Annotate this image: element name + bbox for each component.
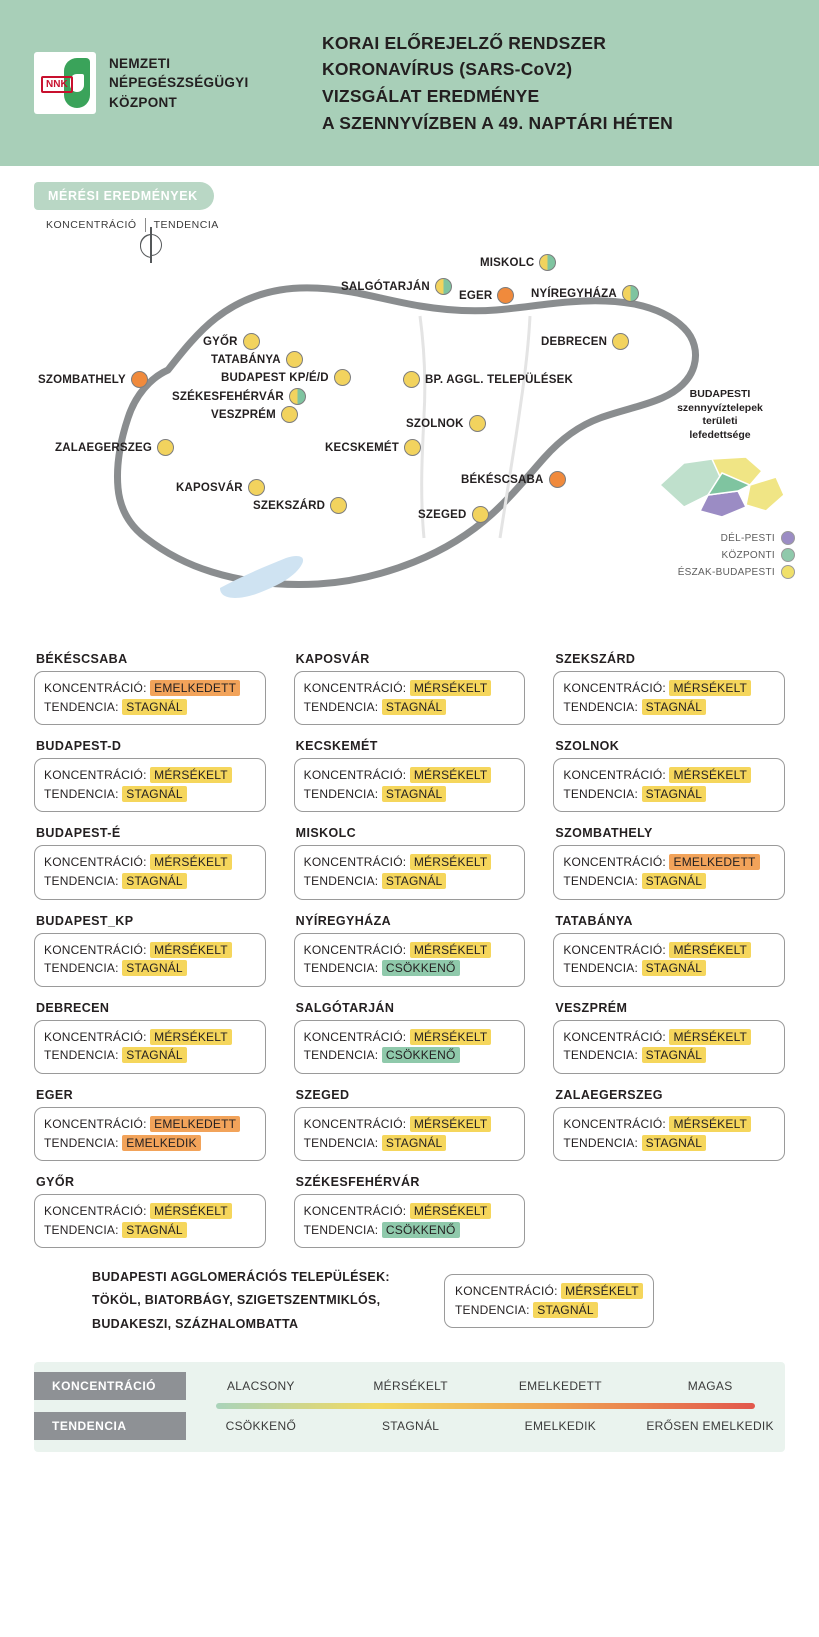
city-result-card-title: DEBRECEN — [36, 1000, 110, 1015]
card-concentration-line — [304, 1115, 516, 1134]
scale-tendency-item-0: CSÖKKENŐ — [225, 1418, 297, 1433]
card-tendency-value: EMELKEDIK — [122, 1135, 201, 1151]
card-tendency-value: STAGNÁL — [642, 786, 707, 802]
card-tendency-value: STAGNÁL — [382, 873, 447, 889]
card-concentration-line — [563, 766, 775, 785]
card-tendency-line — [304, 1046, 516, 1065]
card-tendency-value: CSÖKKENŐ — [382, 1047, 460, 1063]
legend-concentration-label: KONCENTRÁCIÓ — [46, 219, 137, 231]
card-concentration-line — [304, 941, 516, 960]
card-tendency-value: STAGNÁL — [382, 699, 447, 715]
city-result-card-title: SZOLNOK — [555, 739, 620, 754]
card-tendency-label: TENDENCIA: — [303, 1135, 379, 1150]
agglomeration-line3: BUDAKESZI, SZÁZHALOMBATTA — [92, 1316, 299, 1331]
city-result-card-title: SALGÓTARJÁN — [295, 1000, 395, 1015]
card-concentration-label: KONCENTRÁCIÓ: — [44, 681, 147, 695]
card-concentration-label: KONCENTRÁCIÓ: — [44, 855, 147, 870]
card-tendency-line — [44, 785, 256, 804]
map-city-bekescsaba-label: BÉKÉSCSABA — [461, 473, 544, 486]
scale-concentration-label: KONCENTRÁCIÓ — [34, 1372, 186, 1400]
map-city-miskolc-label: MISKOLC — [480, 256, 535, 269]
card-tendency-line — [563, 785, 775, 804]
scale-concentration-items — [186, 1379, 785, 1393]
agglomeration-tendency-value: STAGNÁL — [533, 1302, 598, 1318]
map-city-kecskemet[interactable] — [325, 439, 421, 456]
map-city-szolnok-dot — [469, 415, 486, 432]
agglomeration-tendency-label: TENDENCIA: — [455, 1302, 530, 1317]
card-concentration-label: KONCENTRÁCIÓ: — [303, 1029, 407, 1044]
budapest-coverage-legend-items — [645, 531, 795, 579]
card-concentration-label: KONCENTRÁCIÓ: — [303, 1204, 407, 1219]
agglomeration-line2: TÖKÖL, BIATORBÁGY, SZIGETSZENTMIKLÓS, — [92, 1293, 381, 1308]
card-tendency-line — [304, 1134, 516, 1153]
city-result-card — [553, 733, 785, 812]
card-concentration-value: MÉRSÉKELT — [150, 1203, 232, 1219]
card-concentration-value: EMELKEDETT — [669, 854, 759, 870]
city-result-card-title: KECSKEMÉT — [295, 739, 378, 754]
map-city-szeged-label: SZEGED — [418, 508, 467, 521]
agglomeration-concentration-value: MÉRSÉKELT — [561, 1283, 643, 1299]
city-result-card-box — [34, 1020, 266, 1074]
map-city-bp-agglomeration-dot — [403, 371, 420, 388]
card-tendency-value: STAGNÁL — [382, 1135, 447, 1151]
card-tendency-value: STAGNÁL — [642, 699, 707, 715]
card-concentration-value: MÉRSÉKELT — [410, 767, 492, 783]
card-tendency-label: TENDENCIA: — [44, 961, 119, 976]
card-tendency-value: STAGNÁL — [642, 873, 707, 889]
card-tendency-value: STAGNÁL — [122, 960, 187, 976]
page-title-line1: KORAI ELŐREJELZŐ RENDSZER — [322, 32, 607, 53]
map-city-szombathely-dot — [131, 371, 148, 388]
card-concentration-line — [304, 766, 516, 785]
scale-concentration-item-3: MAGAS — [687, 1378, 733, 1393]
card-tendency-line — [304, 785, 516, 804]
organization-logo-block — [34, 52, 304, 114]
card-tendency-label: TENDENCIA: — [563, 786, 639, 801]
city-result-card — [294, 646, 526, 725]
map-city-salgotarjan[interactable] — [341, 278, 452, 295]
map-city-debrecen-dot — [612, 333, 629, 350]
map-section — [0, 166, 819, 636]
city-result-card-box — [553, 1107, 785, 1161]
city-result-card — [294, 733, 526, 812]
card-tendency-label: TENDENCIA: — [303, 961, 379, 976]
budapest-legend-item-delpesti — [645, 531, 795, 545]
card-concentration-line — [304, 1202, 516, 1221]
card-tendency-value: STAGNÁL — [642, 1135, 707, 1151]
card-concentration-label: KONCENTRÁCIÓ: — [303, 1116, 407, 1131]
scale-tendency-item-1: STAGNÁL — [382, 1418, 440, 1433]
card-tendency-value: STAGNÁL — [122, 786, 187, 802]
map-city-veszprem-dot — [281, 406, 298, 423]
city-result-card-title: SZEKSZÁRD — [555, 652, 636, 666]
map-city-veszprem[interactable] — [211, 406, 298, 423]
map-city-nyiregyhaza[interactable] — [531, 285, 639, 302]
card-concentration-label: KONCENTRÁCIÓ: — [303, 942, 407, 957]
page-title-line4: A SZENNYVÍZBEN A 49. NAPTÁRI HÉTEN — [322, 112, 674, 133]
card-tendency-value: CSÖKKENŐ — [382, 960, 460, 976]
scale-concentration-item-1: MÉRSÉKELT — [373, 1378, 448, 1393]
city-result-card-title: KAPOSVÁR — [295, 652, 370, 666]
budapest-legend-item-kozponti-label: KÖZPONTI — [721, 549, 775, 561]
scale-concentration-item-2: EMELKEDETT — [518, 1378, 602, 1393]
city-result-card-title: SZÉKESFEHÉRVÁR — [295, 1175, 420, 1190]
organization-name — [109, 54, 249, 111]
card-concentration-value: MÉRSÉKELT — [669, 767, 751, 783]
city-result-card-box — [34, 933, 266, 987]
city-result-card-box — [34, 1107, 266, 1161]
map-city-nyiregyhaza-label: NYÍREGYHÁZA — [531, 287, 617, 300]
card-tendency-line — [44, 959, 256, 978]
map-city-szombathely-label: SZOMBATHELY — [38, 373, 126, 386]
card-tendency-value: STAGNÁL — [122, 1222, 187, 1238]
city-result-card-box — [294, 671, 526, 725]
card-concentration-label: KONCENTRÁCIÓ: — [563, 855, 666, 870]
map-city-szolnok[interactable] — [406, 415, 486, 432]
card-tendency-value: STAGNÁL — [122, 873, 187, 889]
map-city-szekszard-label: SZEKSZÁRD — [253, 499, 326, 512]
city-result-card-title: TATABÁNYA — [555, 913, 633, 928]
card-concentration-label: KONCENTRÁCIÓ: — [303, 855, 407, 870]
city-result-card-box — [34, 845, 266, 899]
map-city-gyor-label: GYŐR — [203, 335, 238, 348]
card-tendency-line — [304, 872, 516, 891]
card-tendency-label: TENDENCIA: — [44, 873, 119, 888]
city-result-card-box — [553, 758, 785, 812]
city-result-card — [553, 908, 785, 987]
map-city-zalaegerszeg[interactable] — [55, 439, 174, 456]
map-city-eger[interactable] — [459, 287, 514, 304]
map-city-kaposvar-dot — [248, 479, 265, 496]
budapest-coverage-line3: területi — [702, 415, 738, 428]
card-concentration-line — [44, 941, 256, 960]
city-result-card-box — [294, 758, 526, 812]
city-result-card-box — [553, 845, 785, 899]
map-city-budapest[interactable] — [221, 369, 351, 386]
card-tendency-label: TENDENCIA: — [563, 873, 639, 888]
card-concentration-line — [563, 679, 775, 698]
card-tendency-label: TENDENCIA: — [563, 1048, 639, 1063]
map-city-gyor-dot — [243, 333, 260, 350]
city-result-card — [34, 646, 266, 725]
city-result-card — [294, 1169, 526, 1248]
card-tendency-value: STAGNÁL — [642, 960, 707, 976]
city-result-card-box — [553, 671, 785, 725]
city-result-card — [294, 908, 526, 987]
card-concentration-value: MÉRSÉKELT — [410, 680, 492, 696]
card-tendency-line — [44, 1134, 256, 1153]
card-concentration-line — [304, 1028, 516, 1047]
map-city-salgotarjan-label: SALGÓTARJÁN — [341, 280, 430, 293]
card-tendency-label: TENDENCIA: — [303, 786, 379, 801]
card-tendency-value: CSÖKKENŐ — [382, 1222, 460, 1238]
card-tendency-line — [304, 1221, 516, 1240]
scale-tendency-row — [34, 1412, 785, 1440]
city-result-card — [553, 646, 785, 725]
scale-tendency-items — [186, 1419, 785, 1433]
city-result-card — [34, 995, 266, 1074]
card-concentration-value: MÉRSÉKELT — [150, 767, 232, 783]
card-tendency-label: TENDENCIA: — [563, 961, 639, 976]
agglomeration-text — [34, 1266, 434, 1335]
card-concentration-line — [563, 1115, 775, 1134]
city-result-card-box — [34, 1194, 266, 1248]
card-concentration-label: KONCENTRÁCIÓ: — [303, 768, 407, 783]
card-concentration-label: KONCENTRÁCIÓ: — [563, 681, 666, 695]
city-result-card-box — [34, 758, 266, 812]
card-concentration-value: MÉRSÉKELT — [669, 1116, 751, 1132]
scale-legend — [34, 1362, 785, 1452]
card-tendency-label: TENDENCIA: — [44, 1222, 119, 1237]
city-result-card-box — [294, 1020, 526, 1074]
card-concentration-line — [304, 679, 516, 698]
map-city-veszprem-label: VESZPRÉM — [211, 408, 276, 421]
map-city-szekszard[interactable] — [253, 497, 347, 514]
map-city-miskolc[interactable] — [480, 254, 556, 271]
map-city-budapest-label: BUDAPEST KP/É/D — [221, 371, 329, 384]
card-tendency-label: TENDENCIA: — [563, 699, 639, 714]
map-city-zalaegerszeg-dot — [157, 439, 174, 456]
map-city-szekesfehervar-label: SZÉKESFEHÉRVÁR — [172, 390, 284, 403]
scale-concentration-row — [34, 1372, 785, 1400]
map-city-nyiregyhaza-dot — [622, 285, 639, 302]
card-tendency-line — [44, 872, 256, 891]
city-result-card-title: SZOMBATHELY — [555, 826, 653, 841]
card-concentration-label: KONCENTRÁCIÓ: — [303, 681, 407, 695]
card-concentration-value: MÉRSÉKELT — [150, 942, 232, 958]
scale-concentration-item-0: ALACSONY — [226, 1378, 295, 1393]
organization-name-line3: KÖZPONT — [109, 94, 178, 110]
scale-tendency-label: TENDENCIA — [34, 1412, 186, 1440]
card-tendency-line — [563, 1046, 775, 1065]
eszak-budapesti-color-swatch — [781, 565, 795, 579]
map-city-bp-agglomeration-label: BP. AGGL. TELEPÜLÉSEK — [425, 373, 573, 386]
map-city-szeged[interactable] — [418, 506, 489, 523]
card-tendency-label: TENDENCIA: — [44, 1048, 119, 1063]
card-tendency-line — [44, 1046, 256, 1065]
card-tendency-label: TENDENCIA: — [44, 786, 119, 801]
city-result-card — [294, 995, 526, 1074]
city-result-card — [553, 995, 785, 1074]
map-city-eger-label: EGER — [459, 289, 493, 302]
card-tendency-label: TENDENCIA: — [303, 873, 379, 888]
city-result-card-title: SZEGED — [295, 1087, 350, 1102]
city-result-card-title: VESZPRÉM — [555, 1000, 628, 1015]
city-result-card — [34, 733, 266, 812]
city-result-card-title: BUDAPEST-D — [36, 739, 122, 754]
card-concentration-value: MÉRSÉKELT — [150, 854, 232, 870]
card-concentration-line — [44, 679, 256, 698]
card-tendency-line — [304, 959, 516, 978]
card-concentration-label: KONCENTRÁCIÓ: — [563, 768, 666, 783]
legend-tendency-label: TENDENCIA — [153, 219, 219, 231]
card-concentration-value: MÉRSÉKELT — [410, 1116, 492, 1132]
city-result-card-box — [294, 933, 526, 987]
city-result-card-title: MISKOLC — [295, 826, 357, 841]
card-concentration-value: MÉRSÉKELT — [410, 942, 492, 958]
city-result-card-title: EGER — [36, 1087, 74, 1102]
card-concentration-line — [44, 853, 256, 872]
card-concentration-label: KONCENTRÁCIÓ: — [44, 1116, 147, 1131]
city-result-card-box — [553, 933, 785, 987]
card-tendency-line — [44, 698, 256, 717]
budapest-coverage-line4: lefedettsége — [689, 428, 751, 441]
card-tendency-label: TENDENCIA: — [303, 1048, 379, 1063]
budapest-legend-item-kozponti — [645, 548, 795, 562]
card-tendency-value: STAGNÁL — [122, 1047, 187, 1063]
card-tendency-value: STAGNÁL — [122, 699, 187, 715]
card-concentration-line — [563, 1028, 775, 1047]
city-result-card-title: BÉKÉSCSABA — [36, 652, 128, 666]
page-title-line2: KORONAVÍRUS (SARS-CoV2) — [322, 59, 573, 80]
map-city-debrecen-label: DEBRECEN — [541, 335, 608, 348]
card-concentration-value: MÉRSÉKELT — [669, 680, 751, 696]
card-concentration-line — [44, 1202, 256, 1221]
card-tendency-label: TENDENCIA: — [303, 699, 379, 714]
map-city-kaposvar-label: KAPOSVÁR — [176, 481, 243, 494]
delpesti-color-swatch — [781, 531, 795, 545]
city-result-card-title: ZALAEGERSZEG — [555, 1087, 663, 1102]
card-concentration-value: MÉRSÉKELT — [150, 1029, 232, 1045]
budapest-legend-item-eszak-label: ÉSZAK-BUDAPESTI — [677, 566, 775, 578]
map-city-eger-dot — [497, 287, 514, 304]
page-title — [322, 30, 673, 136]
kozponti-color-swatch — [781, 548, 795, 562]
card-concentration-label: KONCENTRÁCIÓ: — [44, 1204, 147, 1219]
city-result-card-title: BUDAPEST_KP — [36, 913, 134, 928]
card-concentration-line — [563, 941, 775, 960]
agglomeration-result-box — [444, 1274, 654, 1328]
organization-name-line2: NÉPEGÉSZSÉGÜGYI — [109, 75, 249, 91]
city-result-card-title: BUDAPEST-É — [36, 826, 121, 841]
city-results-grid — [0, 636, 819, 1248]
card-concentration-label: KONCENTRÁCIÓ: — [44, 1029, 147, 1044]
card-concentration-value: MÉRSÉKELT — [410, 854, 492, 870]
city-result-card — [34, 1169, 266, 1248]
card-tendency-label: TENDENCIA: — [44, 1135, 119, 1150]
page-header — [0, 0, 819, 166]
card-concentration-label: KONCENTRÁCIÓ: — [44, 942, 147, 957]
map-city-szekszard-dot — [330, 497, 347, 514]
card-tendency-line — [304, 698, 516, 717]
map-city-miskolc-dot — [539, 254, 556, 271]
map-city-szekesfehervar[interactable] — [172, 388, 306, 405]
map-city-salgotarjan-dot — [435, 278, 452, 295]
city-result-card-box — [34, 671, 266, 725]
map-city-bp-agglomeration[interactable] — [403, 371, 573, 388]
organization-name-line1: NEMZETI — [109, 56, 171, 72]
card-tendency-line — [563, 872, 775, 891]
map-city-bekescsaba[interactable] — [461, 471, 566, 488]
budapest-legend-item-delpesti-label: DÉL-PESTI — [720, 532, 775, 544]
card-tendency-label: TENDENCIA: — [563, 1135, 639, 1150]
card-concentration-value: MÉRSÉKELT — [410, 1203, 492, 1219]
card-concentration-value: EMELKEDETT — [150, 1116, 240, 1132]
map-city-kecskemet-dot — [404, 439, 421, 456]
map-city-kaposvar[interactable] — [176, 479, 265, 496]
measurement-results-tab: MÉRÉSI EREDMÉNYEK — [34, 182, 214, 210]
agglomeration-tendency-line — [455, 1301, 643, 1320]
map-city-szeged-dot — [472, 506, 489, 523]
budapest-coverage-line2: szennyvíztelepek — [677, 401, 763, 414]
agglomeration-section — [34, 1266, 785, 1335]
card-concentration-line — [44, 1028, 256, 1047]
map-city-bekescsaba-dot — [549, 471, 566, 488]
card-concentration-value: MÉRSÉKELT — [669, 1029, 751, 1045]
card-tendency-value: STAGNÁL — [642, 1047, 707, 1063]
city-result-card-title: NYÍREGYHÁZA — [295, 913, 392, 928]
card-concentration-value: MÉRSÉKELT — [410, 1029, 492, 1045]
card-concentration-label: KONCENTRÁCIÓ: — [563, 942, 666, 957]
city-result-card — [34, 820, 266, 899]
card-tendency-line — [44, 1221, 256, 1240]
card-tendency-label: TENDENCIA: — [303, 1222, 379, 1237]
city-result-card-title: GYŐR — [36, 1175, 75, 1190]
budapest-coverage-legend — [645, 388, 795, 579]
card-concentration-label: KONCENTRÁCIÓ: — [44, 768, 147, 783]
card-concentration-label: KONCENTRÁCIÓ: — [563, 1116, 666, 1131]
map-city-szekesfehervar-dot — [289, 388, 306, 405]
city-result-card — [553, 820, 785, 899]
map-city-zalaegerszeg-label: ZALAEGERSZEG — [55, 441, 152, 454]
card-concentration-line — [304, 853, 516, 872]
agglomeration-concentration-label: KONCENTRÁCIÓ: — [455, 1283, 558, 1298]
nnk-abbreviation: NNK — [41, 76, 73, 93]
card-tendency-value: STAGNÁL — [382, 786, 447, 802]
nnk-logo-icon — [34, 52, 96, 114]
map-city-budapest-dot — [334, 369, 351, 386]
city-result-card — [34, 908, 266, 987]
card-tendency-line — [563, 1134, 775, 1153]
map-city-tatabanya-dot — [286, 351, 303, 368]
city-result-card-box — [294, 845, 526, 899]
budapest-districts-map-icon — [650, 451, 790, 521]
card-tendency-line — [563, 959, 775, 978]
city-result-card-box — [553, 1020, 785, 1074]
city-result-card — [294, 1082, 526, 1161]
scale-tendency-item-3: ERŐSEN EMELKEDIK — [646, 1418, 774, 1433]
page-title-line3: VIZSGÁLAT EREDMÉNYE — [322, 86, 540, 106]
city-result-card-box — [294, 1194, 526, 1248]
scale-gradient-bar — [216, 1403, 755, 1409]
map-city-tatabanya-label: TATABÁNYA — [211, 353, 281, 366]
map-city-debrecen[interactable] — [541, 333, 629, 350]
card-concentration-line — [44, 766, 256, 785]
scale-tendency-item-2: EMELKEDIK — [524, 1418, 597, 1433]
card-concentration-value: EMELKEDETT — [150, 680, 240, 696]
map-city-tatabanya[interactable] — [211, 351, 303, 368]
map-city-gyor[interactable] — [203, 333, 260, 350]
city-result-card — [34, 1082, 266, 1161]
city-result-card-box — [294, 1107, 526, 1161]
card-concentration-line — [44, 1115, 256, 1134]
card-tendency-label: TENDENCIA: — [44, 699, 119, 714]
map-city-szombathely[interactable] — [38, 371, 148, 388]
card-concentration-line — [563, 853, 775, 872]
map-city-szolnok-label: SZOLNOK — [406, 417, 464, 430]
card-concentration-value: MÉRSÉKELT — [669, 942, 751, 958]
budapest-legend-item-eszak — [645, 565, 795, 579]
agglomeration-line1: BUDAPESTI AGGLOMERÁCIÓS TELEPÜLÉSEK: — [92, 1270, 390, 1285]
city-result-card — [553, 1082, 785, 1161]
card-concentration-label: KONCENTRÁCIÓ: — [563, 1029, 666, 1044]
city-result-card — [294, 820, 526, 899]
map-city-kecskemet-label: KECSKEMÉT — [325, 441, 400, 454]
budapest-coverage-line1: BUDAPESTI — [689, 388, 751, 400]
card-tendency-line — [563, 698, 775, 717]
agglomeration-concentration-line — [455, 1282, 643, 1301]
